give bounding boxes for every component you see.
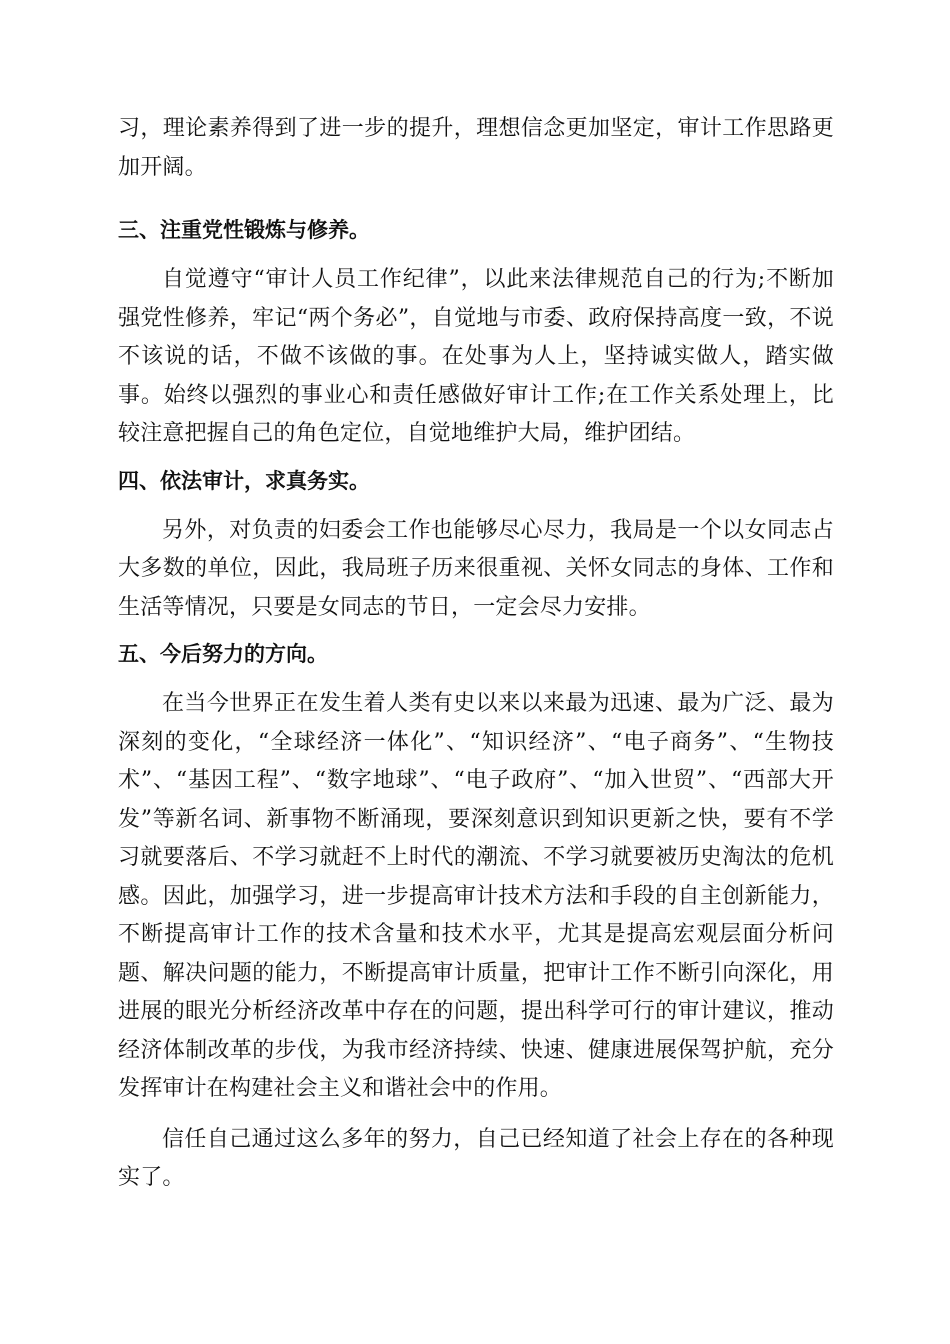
- paragraph-womens-committee: 另外，对负责的妇委会工作也能够尽心尽力，我局是一个以女同志占大多数的单位，因此，我局班子历来很重视、关怀女同志的身体、工作和生活等情况，只要是女同志的节日，一定会尽力安排。: [118, 517, 834, 620]
- section-heading-4: 四、依法审计，求真务实。: [118, 468, 370, 493]
- paragraph-party-discipline: 自觉遵守“审计人员工作纪律”，以此来法律规范自己的行为;不断加强党性修养，牢记“两个务必”，自觉地与市委、政府保持高度一致，不说不该说的话，不做不该做的事。在处事为人上，坚持诚实做人，踏实做事。始终以强烈的事业心和责任感做好审计工作;在工作关系处理上，比较注意把握自己的角色定位，自觉地维护大局，维护团结。: [118, 267, 834, 446]
- paragraph-continuation: 习，理论素养得到了进一步的提升，理想信念更加坚定，审计工作思路更加开阔。: [118, 116, 834, 180]
- section-heading-3: 三、注重党性锻炼与修养。: [118, 218, 370, 242]
- paragraph-closing: 信任自己通过这么多年的努力，自己已经知道了社会上存在的各种现实了。: [118, 1126, 834, 1190]
- document-body: [118, 110, 834, 1198]
- section-heading-5: 五、今后努力的方向。: [118, 642, 328, 666]
- paragraph-future-direction: 在当今世界正在发生着人类有史以来以来最为迅速、最为广泛、最为深刻的变化，“全球经济一体化”、“知识经济”、“电子商务”、“生物技术”、“基因工程”、“数字地球”、“电子政府”、“加入世贸”、“西部大开发”等新名词、新事物不断涌现，要深刻意识到知识更新之快，要有不学习就要落后、不学习就赶不上时代的潮流、不学习就要被历史淘汰的危机感。因此，加强学习，进一步提高审计技术方法和手段的自主创新能力，不断提高审计工作的技术含量和技术水平，尤其是提高宏观层面分析问题、解决问题的能力，不断提高审计质量，把审计工作不断引向深化，用进展的眼光分析经济改革中存在的问题，提出科学可行的审计建议，推动经济体制改革的步伐，为我市经济持续、快速、健康进展保驾护航，充分发挥审计在构建社会主义和谐社会中的作用。: [118, 691, 834, 1101]
